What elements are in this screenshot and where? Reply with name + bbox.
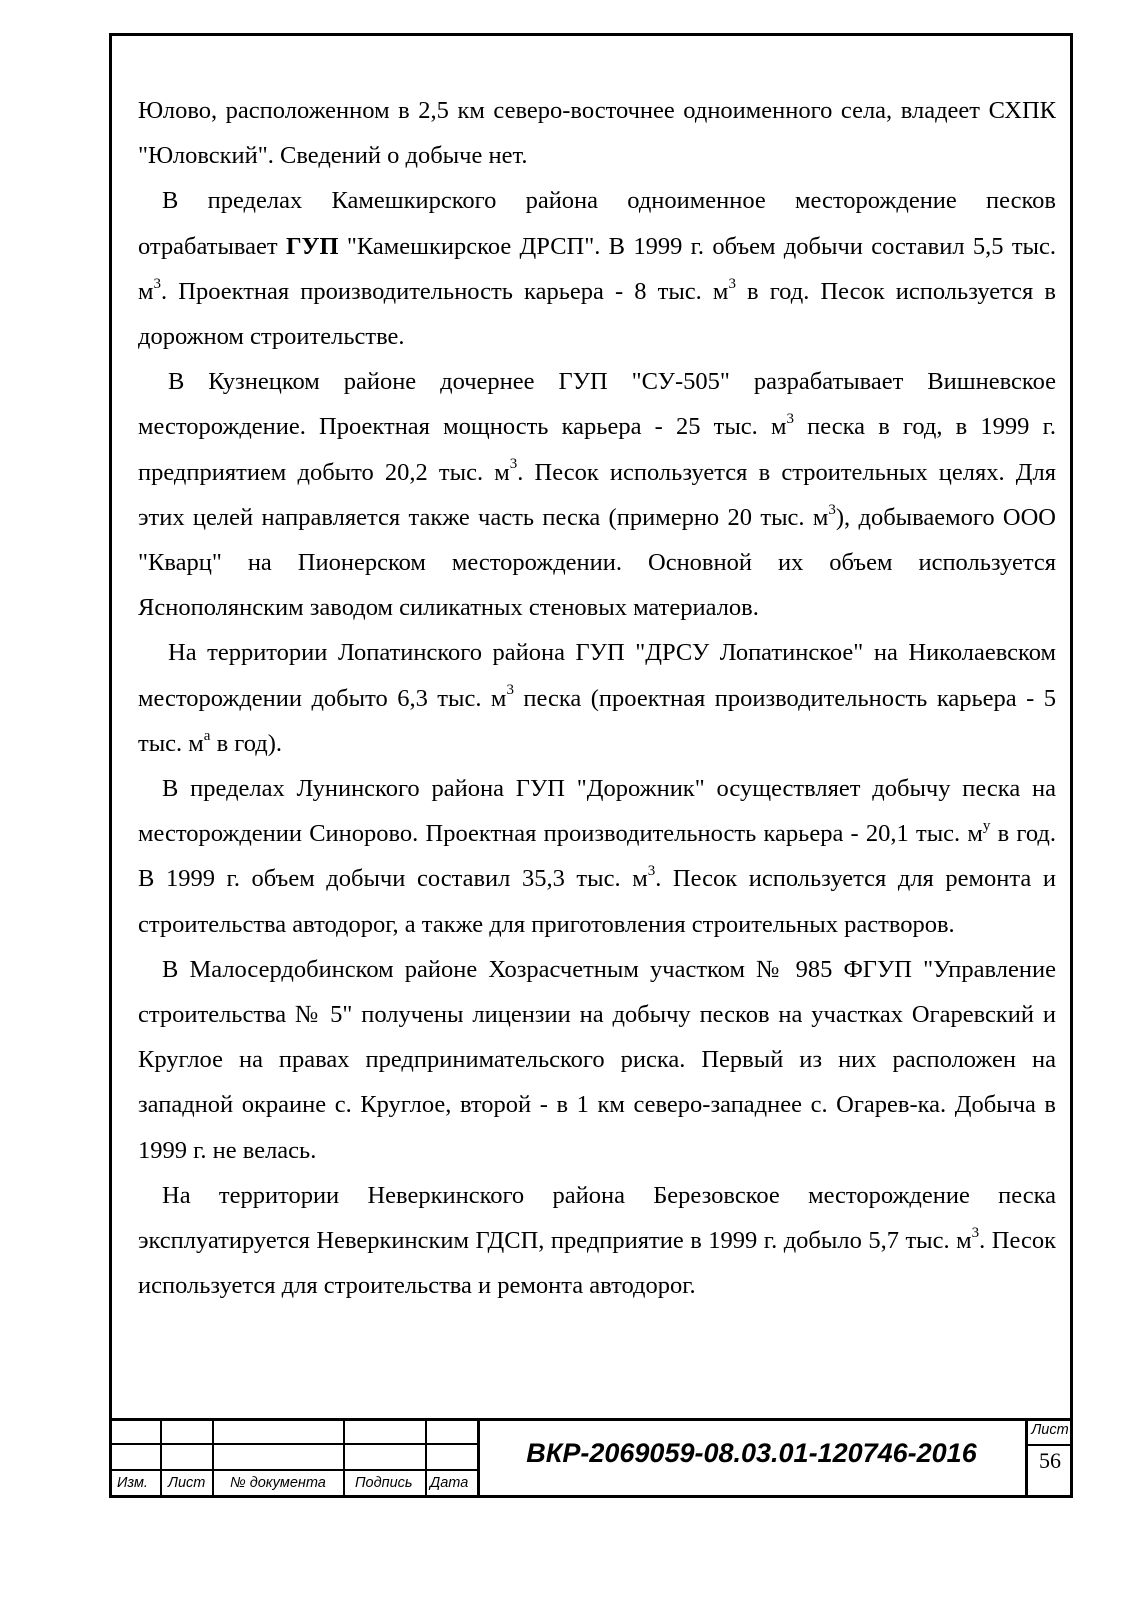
paragraph-4-text-c: в год).: [210, 729, 283, 757]
superscript: 3: [786, 411, 794, 428]
label-list: Лист: [168, 1475, 206, 1491]
stamp-sheet-line: [1025, 1444, 1073, 1446]
paragraph-1: [138, 88, 1056, 178]
paragraph-2-bold: ГУП: [285, 232, 339, 260]
paragraph-2: [138, 178, 1056, 359]
paragraph-5-text-a: В пределах Лунинского района ГУП "Дорожник" осуществляет добычу песка на месторождении Синорово. Проектная производительность карьера - 20,1 тыс. м: [138, 775, 1056, 848]
paragraph-7-text-a: На территории Неверкинского района Березовское месторождение песка эксплуатируется Неверкинским ГДСП, предприятие в 1999 г. добыло 5,7 тыс. м: [138, 1181, 1056, 1255]
paragraph-6-text: В Малосердобинском районе Хозрасчетным участком № 985 ФГУП "Управление строительства № 5" получены лицензии на добычу песков на участках Огаревский и Круглое на правах предпринимательского риска. Первый из них расположен на западной окраине с. Круглое, второй - в 1 км северо-западнее с. Огарев-ка. Добыча в 1999 г. не велась.: [138, 955, 1056, 1164]
paragraph-4: [138, 630, 1056, 766]
paragraph-3-text-d: ), добываемого ООО "Кварц" на Пионерском месторождении. Основной их объем используется Яснополянским заводом силикатных стеновых материалов.: [138, 503, 1056, 622]
label-signature: Подпись: [355, 1475, 413, 1491]
paragraph-5-text-b: в год. В 1999 г. объем добычи составил 35,3 тыс. м: [138, 820, 1056, 893]
paragraph-4-text-a: На территории Лопатинского района ГУП "ДРСУ Лопатинское" на Николаевском месторождении добыто 6,3 тыс. м: [138, 639, 1056, 712]
stamp-top-line: [109, 1418, 1073, 1421]
superscript: а: [203, 727, 211, 744]
superscript: 3: [728, 275, 736, 292]
label-doc-number: № документа: [230, 1475, 326, 1491]
superscript: у: [982, 818, 991, 835]
paragraph-3-text-b: песка в год, в 1999 г. предприятием добыто 20,2 тыс. м: [138, 413, 1056, 486]
superscript: 3: [971, 1224, 980, 1241]
paragraph-4-text-b: песка (проектная производительность карьера - 5 тыс. м: [138, 684, 1057, 757]
stamp-col-line: [212, 1418, 214, 1498]
stamp-col-line: [160, 1418, 162, 1498]
paragraph-5-text-c: . Песок используется для ремонта и строительства автодорог, а также для приготовления строительных растворов.: [138, 865, 1056, 938]
paragraph-3: [138, 359, 1056, 630]
document-code: ВКР-2069059-08.03.01-120746-2016: [526, 1438, 977, 1468]
paragraph-7-text-b: . Песок используется для строительства и ремонта автодорог.: [138, 1227, 1056, 1300]
paragraph-7: [138, 1173, 1056, 1309]
paragraph-6: [138, 947, 1056, 1173]
stamp-row-line: [109, 1469, 479, 1471]
paragraph-2-text-d: . Проектная производительность карьера - 8 тыс. м: [161, 277, 729, 305]
superscript: 3: [153, 275, 162, 292]
label-date: Дата: [430, 1475, 469, 1491]
paragraph-3-text-a: В Кузнецком районе дочернее ГУП "СУ-505" разрабатывает Вишневское месторождение. Проектная мощность карьера - 25 тыс. м: [138, 368, 1056, 441]
label-izm: Изм.: [117, 1475, 148, 1491]
paragraph-5: [138, 766, 1056, 947]
title-block: [109, 1418, 1073, 1498]
paragraph-3-text-c: . Песок используется в строительных целях. Для этих целей направляется также часть песка (примерно 20 тыс. м: [138, 458, 1056, 531]
sheet-number: 56: [1039, 1448, 1061, 1473]
paragraph-2-text-c: "Камешкирское ДРСП". В 1999 г. объем добычи составил 5,5 тыс. м: [138, 232, 1056, 305]
stamp-col-line: [343, 1418, 345, 1498]
superscript: 3: [647, 863, 656, 880]
superscript: 3: [509, 456, 518, 473]
stamp-row-line: [109, 1443, 479, 1445]
document-body: [138, 88, 1056, 1308]
paragraph-1-text: Юлово, расположенном в 2,5 км северо-восточнее одноименного села, владеет СХПК "Юловский". Сведений о добыче нет.: [138, 97, 1056, 170]
sheet-label: Лист: [1031, 1422, 1069, 1438]
paragraph-2-text-e: в год. Песок используется в дорожном строительстве.: [138, 277, 1056, 351]
superscript: 3: [828, 501, 836, 518]
superscript: 3: [506, 682, 514, 699]
paragraph-2-text-a: В пределах Камешкирского района одноименное месторождение песков отрабатывает: [138, 187, 1056, 260]
stamp-col-line: [425, 1418, 427, 1498]
